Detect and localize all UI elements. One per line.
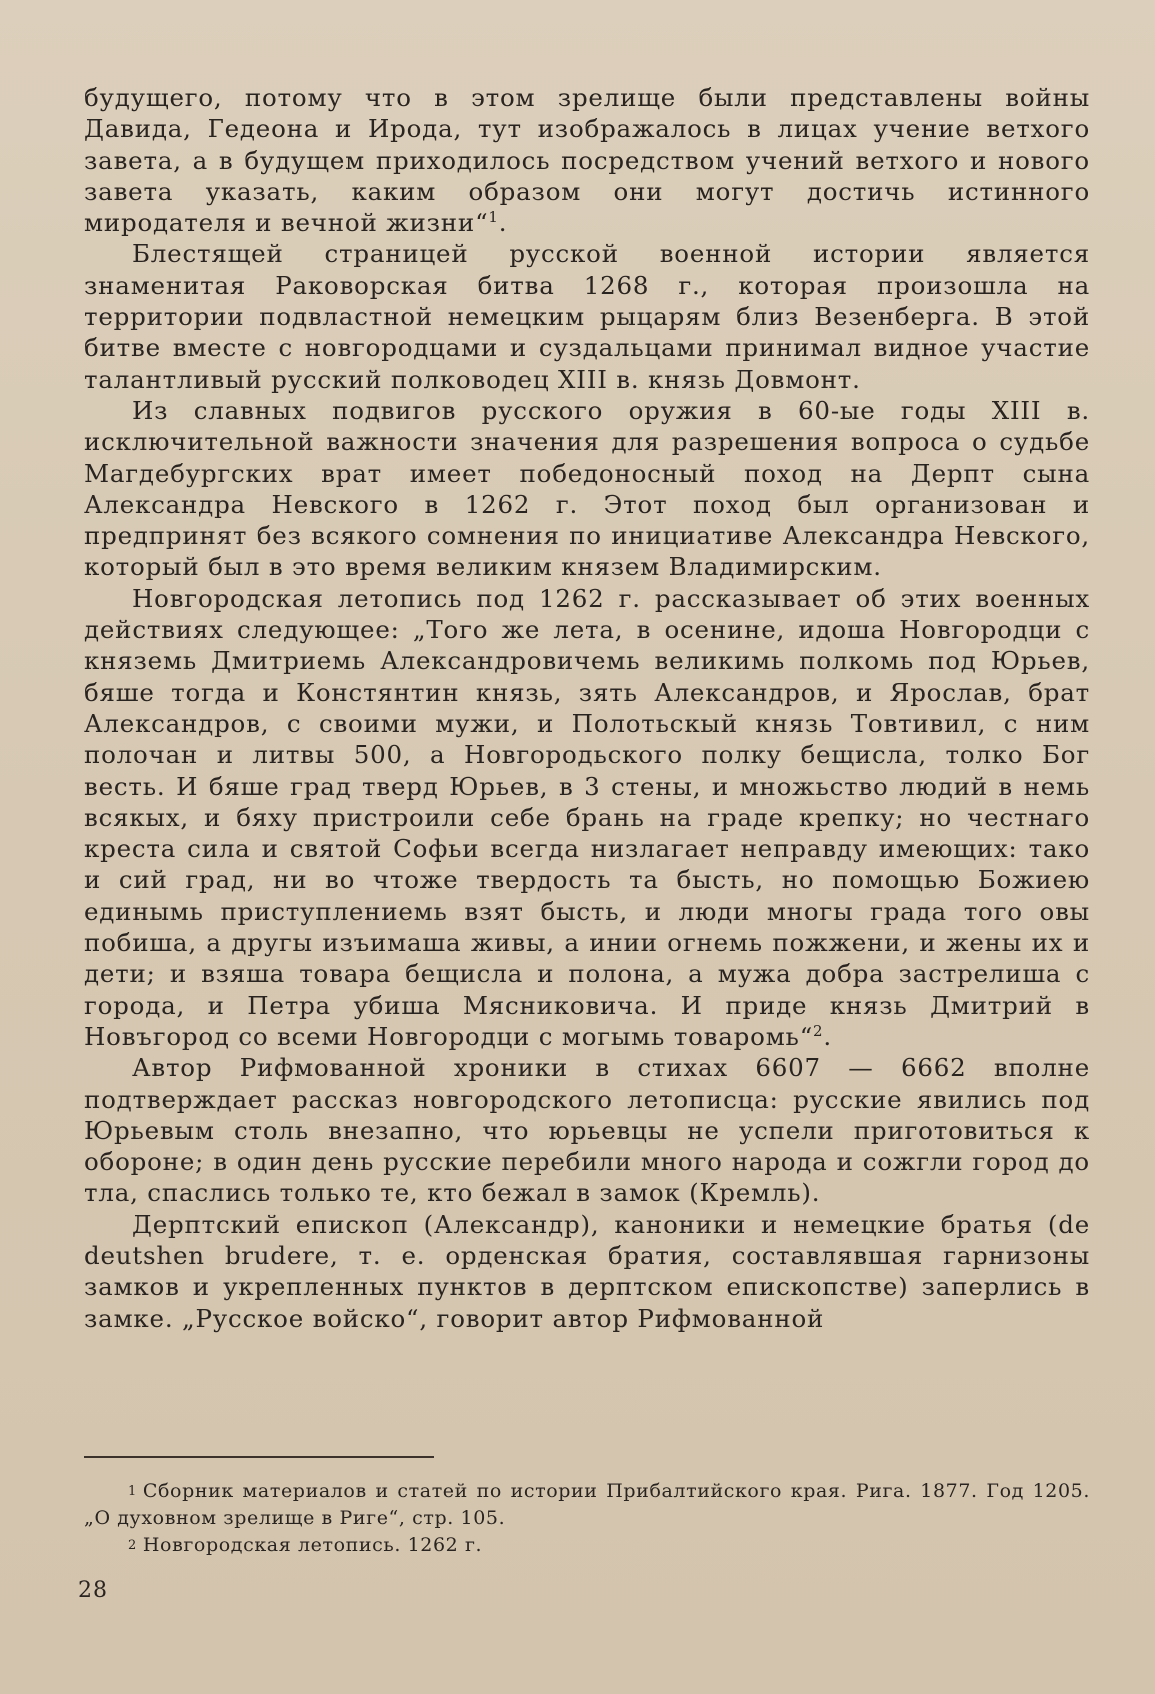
footnote-text-2: Новгородская летопись. 1262 г. — [142, 1534, 483, 1556]
footnote-divider — [84, 1456, 434, 1458]
footnote-text-1: Сборник материалов и статей по истории Прибалтийского края. Рига. 1877. Год 1205. „О духовном зрелище в Риге“, стр. 105. — [84, 1480, 1090, 1529]
paragraph-6: Дерптский епископ (Александр), каноники и немецкие братья (de deutshen brudere, т. е. орденская братия, составлявшая гарнизоны замков и укрепленных пунктов в дерптском епископстве) заперлись в замке. „Русское войско“, говорит автор Рифмованной — [84, 1209, 1090, 1333]
footnote-2 — [84, 1532, 1090, 1559]
page-number: 28 — [78, 1578, 108, 1603]
paragraph-5: Автор Рифмованной хроники в стихах 6607 — 6662 вполне подтверждает рассказ новгородского летописца: русские явились под Юрьевым столь внезапно, что юрьевцы не успели приготовиться к обороне; в один день русские перебили много народа и сожгли город до тла, спаслись только те, кто бежал в замок (Кремль). — [84, 1053, 1090, 1208]
footnote-1 — [84, 1478, 1090, 1532]
paragraph-3: Из славных подвигов русского оружия в 60-ые годы XIII в. исключительной важности значения для разрешения вопроса о судьбе Магдебургских врат имеет победоносный поход на Дерпт сына Александра Невского в 1262 г. Этот поход был организован и предпринят без всякого сомнения по инициативе Александра Невского, который был в это время великим князем Владимирским. — [84, 395, 1090, 582]
footnote-ref-2: 2 — [813, 1021, 824, 1040]
footnotes — [84, 1478, 1090, 1559]
paragraph-4: Новгородская летопись под 1262 г. рассказывает об этих военных действиях следующее: „Того же лета, в осенине, идоша Новгородци с княземь Дмитриемь Александровичемь великимь полкомь под Юрьев, бяше тогда и Констянтин князь, зять Александров, и Ярослав, брат Александров, с своими мужи, и Полотьскый князь Товтивил, с ним полочан и литвы 500, а Новгородьского полку бещисла, толко Бог весть. И бяше град тверд Юрьев, в 3 стены, и множьство людий в немь всякых, и бяху пристроили себе брань на граде крепку; но честнаго креста сила и святой Софьи всегда низлагает неправду имеющих: тако и сий град, ни во чтоже твердость та бысть, но помощью Божиею единымь приступлениемь взят бысть, и люди многы града того овы побиша, а другы изъимаша живы, а инии огнемь пожжени, и жены их и дети; и взяша товара бещисла и полона, а мужа добра застрелиша с города, и Петра убиша Мясниковича. И приде князь Дмитрий в Новъгород со всеми Новгородци с могымь товаромь“$^2$. — [84, 583, 1090, 1051]
paragraph-2: Блестящей страницей русской военной истории является знаменитая Раковорская битва 1268 г., которая произошла на территории подвластной немецким рыцарям близ Везенберга. В этой битве вместе с новгородцами и суздальцами принимал видное участие талантливый русский полководец XIII в. князь Довмонт. — [84, 239, 1090, 394]
footnote-mark-2: 2 — [128, 1538, 137, 1553]
paragraph-1: будущего, потому что в этом зрелище были представлены войны Давида, Гедеона и Ирода, тут изображалось в лицах учение ветхого завета, а в будущем приходилось посредством учений ветхого и нового завета указать, каким образом они могут достичь истинного миродателя и вечной жизни“$^1$. — [84, 83, 1090, 238]
body-text — [84, 82, 1090, 1334]
footnote-ref-1: 1 — [488, 208, 499, 227]
footnote-mark-1: 1 — [128, 1484, 137, 1499]
